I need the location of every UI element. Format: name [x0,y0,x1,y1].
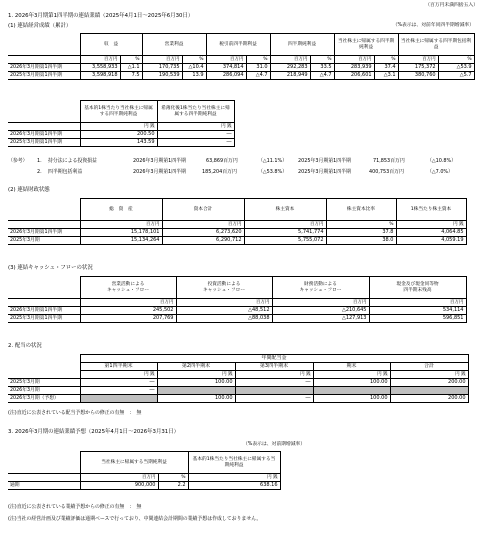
unit: 円 銭 [157,371,235,379]
cell: △4.7 [310,72,334,80]
table-row [8,395,468,403]
section2-title: (2) 連結財政状態 [8,187,50,193]
col-q3-end: 第3四半期末 [235,363,313,371]
unit: 百万円 [398,56,438,64]
cell: ― [80,387,157,395]
cell: 143.59 [80,139,157,147]
forecast-note-1: (注)直近に公表されている業績予想からの修正の有無 ： 無 [8,504,142,510]
unit: 百万円 [80,56,120,64]
cell: 245,502 [80,307,176,315]
cell: 190,539 [142,72,182,80]
unit: 百万円 [80,221,162,229]
col-shareholders-equity: 株主資本 [244,199,326,221]
row-label: 2026年3月期 [8,387,80,395]
col-diluted-eps: 希薄化後1株当たり当社株主に帰属する四半期純利益 [157,101,234,123]
row-label: 2026年3月期第1四半期 [8,64,80,72]
cell: 6,290,712 [162,237,244,245]
table-row [8,229,466,237]
unit: 円 銭 [396,221,466,229]
cell: 200.00 [390,395,468,403]
cell: 200.50 [80,131,157,139]
eps-table [8,100,235,147]
cell: 206,601 [334,72,374,80]
row-label: 2026年3月期（予想） [8,395,80,403]
cell: △210,645 [272,307,369,315]
unit: 百万円 [272,299,369,307]
cell: 100.00 [313,379,390,387]
cell: ― [235,379,313,387]
cell: 7.5 [120,72,142,80]
cell: 5,741,774 [244,229,326,237]
cell: △53.9 [438,64,474,72]
unit: 円 銭 [188,474,280,482]
cell: 2.2 [158,482,188,490]
unit: 円 銭 [80,371,157,379]
cell: 218,949 [270,72,310,80]
cell: ― [157,131,234,139]
cell: △3.1 [374,72,398,80]
cell: △5.7 [438,72,474,80]
cell: △1.1 [120,64,142,72]
col-q1-end: 第1四半期末 [80,363,157,371]
cell: 374,814 [206,64,246,72]
cell: △88,038 [176,315,272,323]
dividend-note: (注)直近に公表されている配当予想からの修正の有無 ： 無 [8,410,142,416]
unit: 円 銭 [80,123,157,131]
shaded-cell [390,387,468,395]
section3-title: (3) 連結キャッシュ・フローの状況 [8,265,93,271]
section1-title: 1. 2026年3月期第1四半期の連結業績（2025年4月1日～2025年6月30日） [8,13,194,19]
unit: 百万円 [80,474,158,482]
cell: △10.4 [182,64,206,72]
cell: 31.0 [246,64,270,72]
col-basic-eps: 基本的1株当たり当社株主に帰属する四半期純利益 [80,101,157,123]
col-total: 合計 [390,363,468,371]
cell: 33.5 [310,64,334,72]
shaded-cell [313,387,390,395]
table-row [8,387,468,395]
unit: % [246,56,270,64]
shaded-cell [235,387,313,395]
cell: 3,598,918 [80,72,120,80]
row-label: 2025年3月期第1四半期 [8,72,80,80]
unit: 百万円 [162,221,244,229]
table-row [8,315,466,323]
row-label: 通期 [8,482,80,490]
col-revenue: 収 益 [80,34,142,56]
shaded-cell [80,395,157,403]
cell: 283,939 [334,64,374,72]
dividend-table [8,354,469,403]
cell: 4,059.19 [396,237,466,245]
unit: % [182,56,206,64]
pct-note: （%表示は、対前年同四半期増減率） [392,23,474,28]
table-row [8,64,474,72]
cell: 170,735 [142,64,182,72]
cell: 100.00 [157,379,235,387]
cell: 15,178,101 [80,229,162,237]
shaded-cell [157,387,235,395]
col-equity-ratio: 株主資本比率 [326,199,396,221]
row-label: 2026年3月期第1四半期 [8,229,80,237]
unit: 円 銭 [235,371,313,379]
cell: 100.00 [157,395,235,403]
annual-dividend-header: 年間配当金 [80,355,468,363]
operating-results-table [8,33,475,80]
col-comprehensive-income: 当社株主に帰属する四半期包括利益 [398,34,474,56]
table-row [8,139,234,147]
unit: 百万円 [244,221,326,229]
cell: 38.0 [326,237,396,245]
cell: 37.8 [326,229,396,237]
unit: % [374,56,398,64]
cell: 200.00 [390,379,468,387]
unit: 百万円 [369,299,466,307]
cell: 596,851 [369,315,466,323]
row-label: 2025年3月期第1四半期 [8,139,80,147]
cash-flow-table [8,276,467,323]
col-q2-end: 第2四半期末 [157,363,235,371]
unit: 百万円 [176,299,272,307]
cell: ― [235,395,313,403]
cell: 3,558,933 [80,64,120,72]
cell: 638.16 [188,482,280,490]
col-total-equity: 資本合計 [162,199,244,221]
forecast-table [8,451,281,490]
col-total-assets: 総 資 産 [80,199,162,221]
row-label: 2025年3月期第1四半期 [8,315,80,323]
row-label: 2026年3月期第1四半期 [8,307,80,315]
cell: △4.7 [246,72,270,80]
cell: 100.00 [313,395,390,403]
unit: 百万円 [334,56,374,64]
cell: 175,372 [398,64,438,72]
col-cash-balance: 現金及び現金同等物 四半期末残高 [369,277,466,299]
col-operating-cf: 営業活動による キャッシュ・フロー [80,277,176,299]
col-financing-cf: 財務活動による キャッシュ・フロー [272,277,369,299]
table-row [8,131,234,139]
unit: 百万円 [270,56,310,64]
table-row [8,72,474,80]
cell: ― [157,139,234,147]
cell: 5,755,072 [244,237,326,245]
col-net-income: 四半期純利益 [270,34,334,56]
section1-subtitle: (1) 連結経営成績（累計） [8,23,72,29]
financial-position-table [8,198,467,245]
col-equity-per-share: 1株当たり株主資本 [396,199,466,221]
col-net-income-shareholders: 当社株主に帰属する四半期純利益 [334,34,398,56]
cell: 15,134,264 [80,237,162,245]
unit: 円 銭 [390,371,468,379]
cell: 286,094 [206,72,246,80]
unit: % [326,221,396,229]
table-row [8,482,280,490]
cell: 4,064.85 [396,229,466,237]
unit: 百万円 [206,56,246,64]
cell: ― [80,379,157,387]
col-forecast-eps: 基本的1株当たり当社株主に帰属する当期純利益 [188,452,280,474]
cell: 6,273,620 [162,229,244,237]
table-row [8,379,468,387]
forecast-pct-note: （%表示は、対前期増減率） [243,442,306,447]
cell: △127,913 [272,315,369,323]
cell: 292,283 [270,64,310,72]
col-pretax-income: 税引前四半期利益 [206,34,270,56]
row-label: 2025年3月期 [8,237,80,245]
section5-title: 3. 2026年3月期の連結業績予想（2025年4月1日～2026年3月31日） [8,429,180,435]
cell: 380,760 [398,72,438,80]
cell: 13.9 [182,72,206,80]
unit: 円 銭 [313,371,390,379]
row-label: 2025年3月期 [8,379,80,387]
cell: 534,114 [369,307,466,315]
table-row [8,237,466,245]
unit: % [310,56,334,64]
col-operating-income: 営業利益 [142,34,206,56]
rounding-note: （百万円未満四捨五入） [425,3,478,8]
forecast-note-2: (注)当社の経営計画及び業績評価は通期ベースで行っており、中間連結会計期間の業績予想は作成しておりません。 [8,516,262,522]
unit: % [158,474,188,482]
table-row [8,307,466,315]
unit: % [438,56,474,64]
cell: △48,512 [176,307,272,315]
col-investing-cf: 投資活動による キャッシュ・フロー [176,277,272,299]
cell: 900,000 [80,482,158,490]
unit: 百万円 [80,299,176,307]
cell: 207,769 [80,315,176,323]
unit: % [120,56,142,64]
unit: 百万円 [142,56,182,64]
row-label: 2026年3月期第1四半期 [8,131,80,139]
cell: 37.4 [374,64,398,72]
section4-title: 2. 配当の状況 [8,343,42,349]
unit: 円 銭 [157,123,234,131]
col-forecast-net-income: 当社株主に帰属する当期純利益 [80,452,188,474]
col-year-end: 期末 [313,363,390,371]
